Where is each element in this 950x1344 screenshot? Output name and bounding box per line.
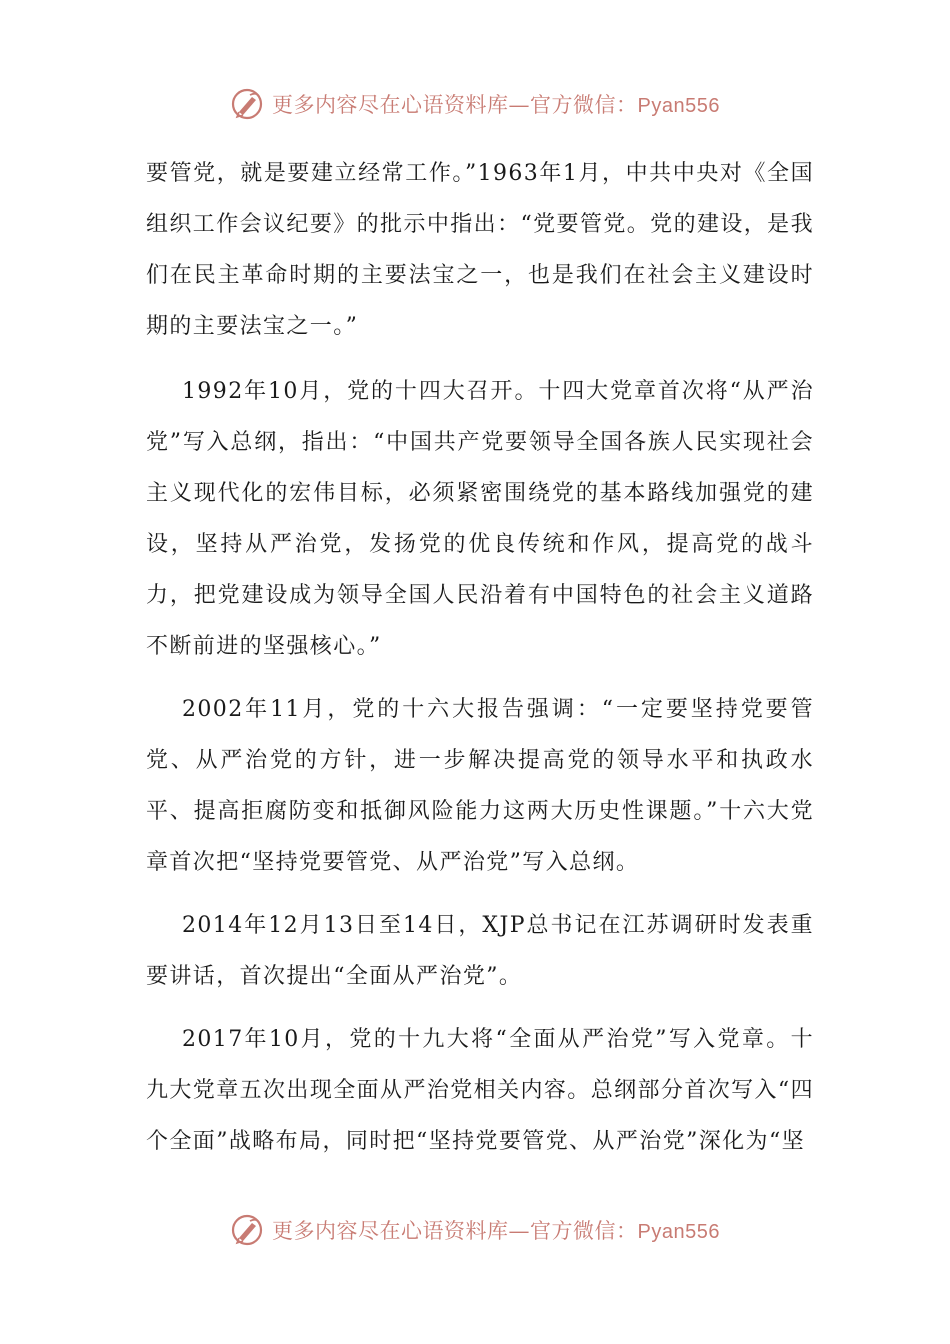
paragraph-5: 2017年10月，党的十九大将“全面从严治党”写入党章。十九大党章五次出现全面从严治党相关内容。总纲部分首次写入“四个全面”战略布局，同时把“坚持党要管党、从严治党”深化为“坚: [146, 1027, 814, 1154]
footer-banner: [0, 1210, 950, 1250]
header-wechat-id: Pyan556: [637, 95, 720, 117]
paragraph-3: 2002年11月，党的十六大报告强调：“一定要坚持党要管党、从严治党的方针，进一步解决提高党的领导水平和执政水平、提高拒腐防变和抵御风险能力这两大历史性课题。”十六大党章首次把“坚持党要管党、从严治党”写入总纲。: [146, 697, 814, 875]
header-banner-text: 更多内容尽在心语资料库—官方微信：: [272, 93, 638, 117]
footer-wechat-id: Pyan556: [637, 1221, 720, 1243]
paragraph-2: 1992年10月，党的十四大召开。十四大党章首次将“从严治党”写入总纲，指出：“中国共产党要领导全国各族人民实现社会主义现代化的宏伟目标，必须紧密围绕党的基本路线加强党的建设，坚持从严治党，发扬党的优良传统和作风，提高党的战斗力，把党建设成为领导全国人民沿着有中国特色的社会主义道路不断前进的坚强核心。”: [146, 379, 814, 659]
footer-banner-text: 更多内容尽在心语资料库—官方微信：: [272, 1219, 638, 1243]
paragraph-1: 要管党，就是要建立经常工作。”1963年1月，中共中央对《全国组织工作会议纪要》的批示中指出：“党要管党。党的建设，是我们在民主革命时期的主要法宝之一，也是我们在社会主义建设时期的主要法宝之一。”: [146, 161, 814, 339]
header-banner: [0, 84, 950, 124]
pen-logo-icon: [230, 87, 264, 121]
document-body: [146, 148, 814, 1179]
pen-logo-icon: [230, 1213, 264, 1247]
paragraph-4: 2014年12月13日至14日，XJP总书记在江苏调研时发表重要讲话，首次提出“全面从严治党”。: [146, 913, 814, 989]
